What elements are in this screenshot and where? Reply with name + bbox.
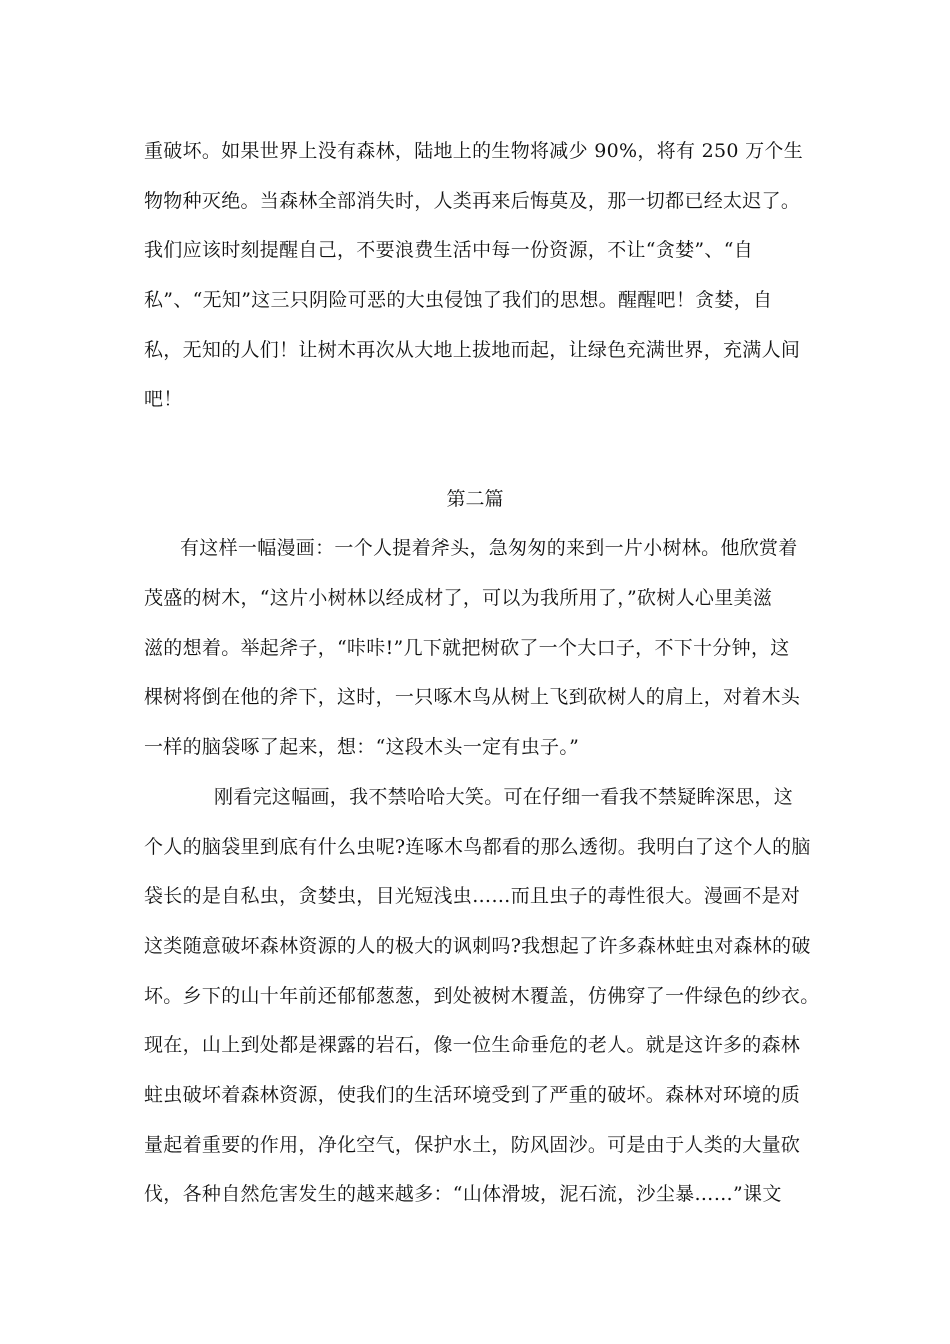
paragraph-line: 现在，山上到处都是裸露的岩石，像一位生命垂危的老人。就是这许多的森林 [144,1034,801,1056]
paragraph-line: 一样的脑袋啄了起来，想：“这段木头一定有虫子。” [144,736,580,758]
paragraph-line: 袋长的是自私虫，贪婪虫，目光短浅虫……而且虫子的毒性很大。漫画不是对 [144,885,801,907]
paragraph-line: 茂盛的树木，“这片小树林以经成材了，可以为我所用了，”砍树人心里美滋 [144,587,773,609]
paragraph-line: 重破坏。如果世界上没有森林，陆地上的生物将减少 90%，将有 250 万个生 [144,140,804,162]
paragraph-line: 有这样一幅漫画：一个人提着斧头，急匆匆的来到一片小树林。他欣赏着 [180,537,798,559]
paragraph-line: 滋的想着。举起斧子，“咔咔!”几下就把树砍了一个大口子，不下十分钟，这 [144,637,790,659]
paragraph-line: 吧！ [144,388,183,410]
paragraph-line: 个人的脑袋里到底有什么虫呢?连啄木鸟都看的那么透彻。我明白了这个人的脑 [144,836,811,858]
paragraph-line: 这类随意破坏森林资源的人的极大的讽刺吗?我想起了许多森林蛀虫对森林的破 [144,935,811,957]
section-title: 第二篇 [446,488,504,510]
paragraph-line: 蛀虫破坏着森林资源，使我们的生活环境受到了严重的破坏。森林对环境的质 [144,1084,801,1106]
paragraph-line: 坏。乡下的山十年前还郁郁葱葱，到处被树木覆盖，仿佛穿了一件绿色的纱衣。 [144,985,820,1007]
paragraph-line: 物物种灭绝。当森林全部消失时，人类再来后悔莫及，那一切都已经太迟了。 [144,190,801,212]
paragraph-line: 刚看完这幅画，我不禁哈哈大笑。可在仔细一看我不禁疑眸深思，这 [214,786,794,808]
paragraph-line: 我们应该时刻提醒自己，不要浪费生活中每一份资源，不让“贪婪”、“自 [144,239,754,261]
paragraph-line: 伐，各种自然危害发生的越来越多：“山体滑坡，泥石流，沙尘暴……”课文 [144,1183,782,1205]
paragraph-line: 棵树将倒在他的斧下，这时，一只啄木鸟从树上飞到砍树人的肩上，对着木头 [144,686,801,708]
paragraph-line: 量起着重要的作用，净化空气，保护水土，防风固沙。可是由于人类的大量砍 [144,1134,801,1156]
paragraph-line: 私，无知的人们！让树木再次从大地上拔地而起，让绿色充满世界，充满人间 [144,339,801,361]
paragraph-line: 私”、“无知”这三只阴险可恶的大虫侵蚀了我们的思想。醒醒吧！贪婪，自 [144,289,773,311]
